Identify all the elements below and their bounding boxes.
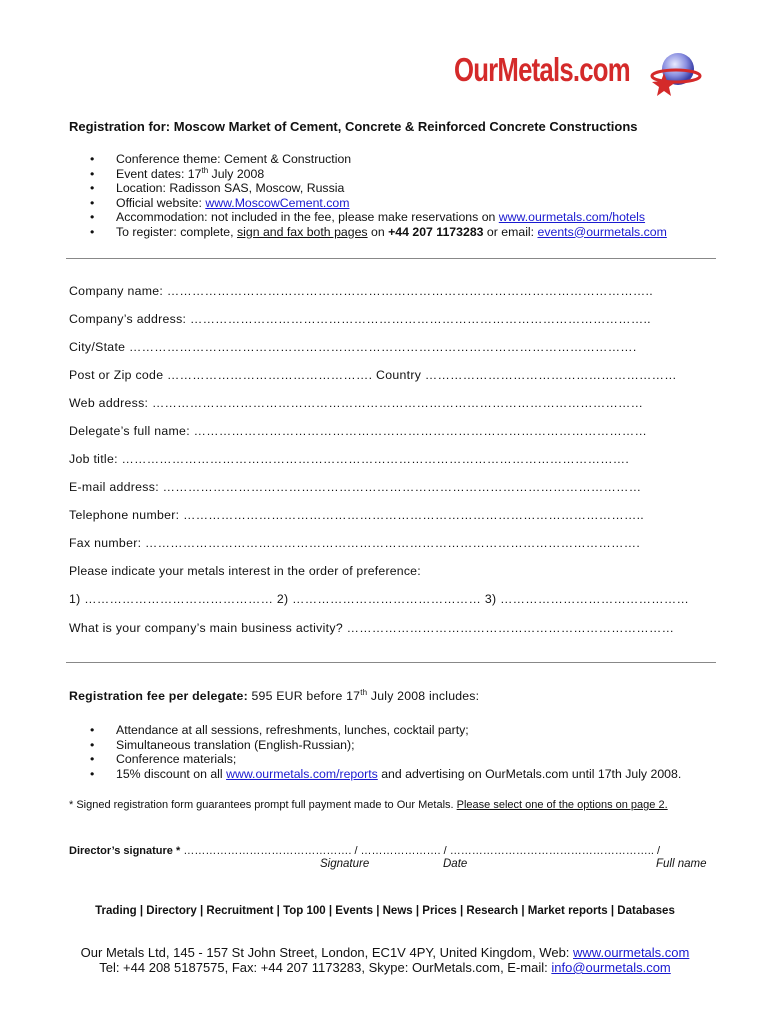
footer-contact-text: Tel: +44 208 5187575, Fax: +44 207 1173283, Skype: OurMetals.com, E-mail: xyxy=(99,960,552,975)
list-item xyxy=(90,738,681,753)
footer-address xyxy=(0,945,770,960)
business-activity-field[interactable]: What is your company’s main business activity? …………………………………………………………………… xyxy=(69,621,675,635)
site-nav-links[interactable]: Trading | Directory | Recruitment | Top 100 | Events | News | Prices | Research | Market reports | Databases xyxy=(95,905,675,917)
list-item xyxy=(90,723,681,738)
accommodation xyxy=(90,210,667,225)
company-name-field[interactable]: Company name: …………………………………………………………………………………………………….. xyxy=(69,284,653,298)
events-email-link[interactable]: events@ourmetals.com xyxy=(537,224,667,239)
metals-interest-prompt: Please indicate your metals interest in the order of preference: xyxy=(69,564,421,578)
fee-label: Registration fee per delegate: xyxy=(69,689,248,703)
fee-sup: th xyxy=(360,687,368,697)
postcode-country-field[interactable]: Post or Zip code …………………………………………. Country …………………………………………………… xyxy=(69,368,677,382)
discount-text-b: and advertising on OurMetals.com until 17th July 2008. xyxy=(377,766,682,781)
telephone-field[interactable]: Telephone number: ……………………………………………………………………………………………….. xyxy=(69,508,645,522)
website-label: Official website: xyxy=(116,195,206,210)
logo-text: OurMetals.com xyxy=(454,51,630,88)
email-field[interactable]: E-mail address: …………………………………………………………………………………………………… xyxy=(69,480,642,494)
date-caption: Date xyxy=(443,858,468,870)
theme-text: Conference theme: Cement & Construction xyxy=(116,152,352,166)
location-text: Location: Radisson SAS, Moscow, Russia xyxy=(116,181,345,195)
accom-label: Accommodation: not included in the fee, please make reservations on xyxy=(116,210,499,224)
director-signature-line[interactable] xyxy=(69,845,660,857)
footer-web-link[interactable]: www.ourmetals.com xyxy=(573,945,690,960)
divider xyxy=(66,662,716,663)
dates-sup: th xyxy=(201,165,209,175)
signature-caption: Signature xyxy=(320,858,370,870)
fee-item-text: Conference materials; xyxy=(116,752,237,766)
reg-text-d: or email: xyxy=(483,224,538,239)
event-name: Moscow Market of Cement, Concrete & Reinforced Concrete Constructions xyxy=(173,119,638,134)
fax-number: +44 207 1173283 xyxy=(388,224,484,239)
fee-item-text: Simultaneous translation (English-Russian); xyxy=(116,737,355,752)
list-item xyxy=(90,767,681,782)
fee-includes-list xyxy=(90,723,681,781)
event-dates xyxy=(90,167,667,182)
dates-text: Event dates: 17 xyxy=(116,166,202,181)
reg-text-a: To register: complete, xyxy=(116,224,237,239)
title-prefix: Registration for: xyxy=(69,119,171,134)
discount-text: 15% discount on all xyxy=(116,766,227,781)
conference-theme xyxy=(90,152,667,167)
registration-title xyxy=(69,119,638,134)
footer-contact xyxy=(0,960,770,975)
footer-email-link[interactable]: info@ourmetals.com xyxy=(551,960,671,975)
fee-includes: July 2008 includes: xyxy=(367,689,480,703)
reg-text-c: on xyxy=(367,224,389,239)
reports-link[interactable]: www.ourmetals.com/reports xyxy=(226,766,378,781)
fee-item-text: Attendance at all sessions, refreshments, lunches, cocktail party; xyxy=(116,723,469,737)
fax-field[interactable]: Fax number: ………………………………………………………………………………………………………. xyxy=(69,536,641,550)
city-state-field[interactable]: City/State …………………………………………………………………………………………………………. xyxy=(69,340,637,354)
list-item xyxy=(90,752,681,767)
delegate-name-field[interactable]: Delegate’s full name: ……………………………………………………………………………………………… xyxy=(69,424,648,438)
note-text: * Signed registration form guarantees prompt full payment made to Our Metals. xyxy=(69,799,457,811)
note-options: Please select one of the options on page 2. xyxy=(456,799,668,811)
signature-dots: ………………………………………. / …………………. / ……………………………………………….. / xyxy=(183,845,661,857)
divider xyxy=(66,258,716,259)
web-address-field[interactable]: Web address: ……………………………………………………………………………………………………… xyxy=(69,396,644,410)
website-link[interactable]: www.MoscowCement.com xyxy=(205,195,350,210)
job-title-field[interactable]: Job title: …………………………………………………………………………………………………………. xyxy=(69,452,630,466)
globe-star-icon xyxy=(650,49,702,101)
payment-note xyxy=(69,799,668,811)
metals-interest-field[interactable]: 1) ……………………………………… 2) ……………………………………… 3) ……………………………………… xyxy=(69,592,690,606)
event-location xyxy=(90,181,667,196)
fee-amount: 595 EUR before 17 xyxy=(247,689,361,703)
full-name-caption: Full name xyxy=(656,858,707,870)
registration-fee xyxy=(69,689,479,703)
signature-label: Director’s signature * xyxy=(69,845,184,857)
register-instructions xyxy=(90,225,667,240)
footer-address-text: Our Metals Ltd, 145 - 157 St John Street, London, EC1V 4PY, United Kingdom, Web: xyxy=(80,945,574,960)
reg-text-b: sign and fax both pages xyxy=(236,224,368,239)
hotels-link[interactable]: www.ourmetals.com/hotels xyxy=(498,210,646,224)
company-address-field[interactable]: Company’s address: ……………………………………………………………………………………………….. xyxy=(69,312,651,326)
event-info-list xyxy=(90,152,667,239)
ourmetals-logo xyxy=(454,45,704,105)
dates-month: July 2008 xyxy=(208,166,265,181)
official-website xyxy=(90,196,667,211)
